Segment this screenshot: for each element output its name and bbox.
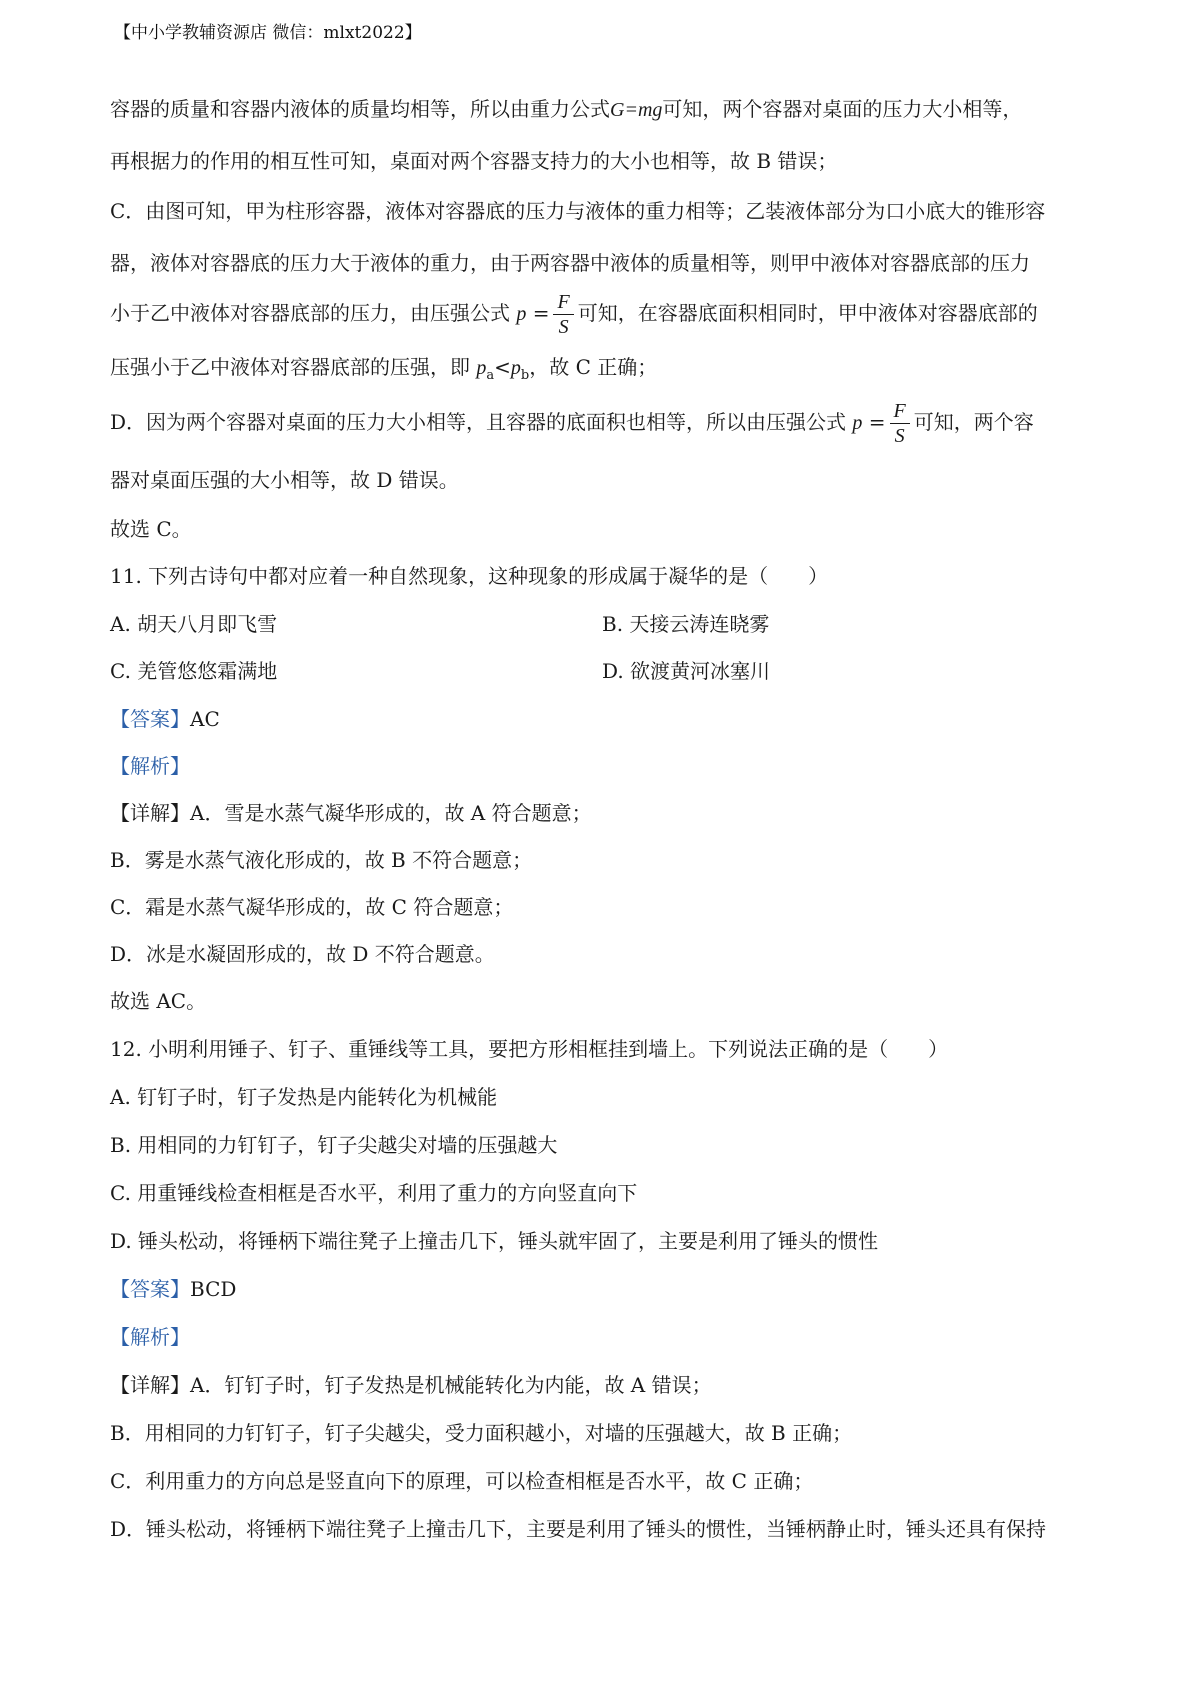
q10-c-line-4 <box>110 352 1100 391</box>
pb-subscript: b <box>520 368 530 383</box>
text: A．雪是水蒸气凝华形成的，故 A 符合题意； <box>190 801 592 825</box>
pressure-fraction <box>553 290 573 339</box>
text: 可知，两个容 <box>913 410 1034 434</box>
fraction-numerator: F <box>890 399 910 424</box>
text: 压强小于乙中液体对容器底部的压强，即 <box>110 355 470 379</box>
pressure-symbol: p <box>852 412 863 434</box>
text: 容器的质量和容器内液体的质量均相等，所以由重力公式 <box>110 97 610 121</box>
text: 小于乙中液体对容器底部的压力，由压强公式 <box>110 301 510 325</box>
answer-value: AC <box>190 707 220 731</box>
q12-option-d: D. 锤头松动，将锤柄下端往凳子上撞击几下，锤头就牢固了，主要是利用了锤头的惯性 <box>110 1229 879 1253</box>
q12-answer <box>110 1274 1100 1304</box>
q11-choice: 故选 AC。 <box>110 989 207 1013</box>
q10-line-1 <box>110 94 1100 125</box>
q12-detail-2: B．用相同的力钉钉子，钉子尖越尖，受力面积越小，对墙的压强越大，故 B 正确； <box>110 1421 853 1445</box>
q10-c-line-2: 器，液体对容器底的压力大于液体的重力，由于两容器中液体的质量相等，则甲中液体对容器底部的压力 <box>110 251 1030 275</box>
q12-option-a: A. 钉钉子时，钉子发热是内能转化为机械能 <box>110 1085 498 1109</box>
q12-detail-3: C．利用重力的方向总是竖直向下的原理，可以检查相框是否水平，故 C 正确； <box>110 1469 814 1493</box>
q10-d-line-1 <box>110 398 1100 448</box>
pa-subscript: a <box>486 368 495 383</box>
fraction-denominator: S <box>894 425 905 447</box>
detail-label: 【详解】 <box>110 801 190 825</box>
header-tag: 【中小学教辅资源店 微信：mlxt2022】 <box>114 23 422 43</box>
q12-detail-4: D．锤头松动，将锤柄下端往凳子上撞击几下，主要是利用了锤头的惯性，当锤柄静止时，锤头还具有保持 <box>110 1517 1047 1541</box>
pressure-fraction <box>890 399 910 448</box>
fraction-numerator: F <box>553 290 573 315</box>
equals-sign: = <box>868 410 886 434</box>
q10-choice: 故选 C。 <box>110 517 192 541</box>
q11-detail-2: B．雾是水蒸气液化形成的，故 B 不符合题意； <box>110 848 533 872</box>
answer-label: 【答案】 <box>110 1277 190 1301</box>
answer-value: BCD <box>190 1277 237 1301</box>
q11-option-c: C. 羌管悠悠霜满地 <box>110 659 278 683</box>
text: 可知，两个容器对桌面的压力大小相等， <box>662 97 1023 121</box>
q11-detail-4: D．冰是水凝固形成的，故 D 不符合题意。 <box>110 942 495 966</box>
q11-answer <box>110 704 1100 734</box>
text: A．钉钉子时，钉子发热是机械能转化为内能，故 A 错误； <box>190 1373 712 1397</box>
q12-option-b: B. 用相同的力钉钉子，钉子尖越尖对墙的压强越大 <box>110 1133 558 1157</box>
q10-c-line-1: C．由图可知，甲为柱形容器，液体对容器底的压力与液体的重力相等；乙装液体部分为口小底大的锥形容 <box>110 199 1046 223</box>
q11-detail-3: C．霜是水蒸气凝华形成的，故 C 符合题意； <box>110 895 514 919</box>
text: 可知，在容器底面积相同时，甲中液体对容器底部的 <box>577 301 1038 325</box>
q11-detail-1 <box>110 798 1100 828</box>
q11-stem: 11. 下列古诗句中都对应着一种自然现象，这种现象的形成属于凝华的是（ ） <box>110 564 829 588</box>
q11-analysis-label: 【解析】 <box>110 754 190 778</box>
fraction-denominator: S <box>558 316 569 338</box>
q11-option-d: D. 欲渡黄河冰塞川 <box>602 659 771 683</box>
less-than-sign: < <box>494 355 511 379</box>
gravity-formula: G=mg <box>610 99 663 121</box>
text: D．因为两个容器对桌面的压力大小相等，且容器的底面积也相等，所以由压强公式 <box>110 410 847 434</box>
q11-option-b: B. 天接云涛连晓雾 <box>602 612 770 636</box>
detail-label: 【详解】 <box>110 1373 190 1397</box>
q12-stem: 12. 小明利用锤子、钉子、重锤线等工具，要把方形相框挂到墙上。下列说法正确的是（ ） <box>110 1037 949 1061</box>
q12-analysis-label: 【解析】 <box>110 1325 190 1349</box>
q10-d-line-2: 器对桌面压强的大小相等，故 D 错误。 <box>110 468 459 492</box>
q10-c-line-3 <box>110 289 1100 339</box>
q12-option-c: C. 用重锤线检查相框是否水平，利用了重力的方向竖直向下 <box>110 1181 638 1205</box>
pa-symbol: p <box>476 357 487 379</box>
pb-symbol: p <box>510 357 521 379</box>
q11-option-a: A. 胡天八月即飞雪 <box>110 612 278 636</box>
answer-label: 【答案】 <box>110 707 190 731</box>
pressure-symbol: p <box>516 303 527 325</box>
q10-line-2: 再根据力的作用的相互性可知，桌面对两个容器支持力的大小也相等，故 B 错误； <box>110 149 838 173</box>
q12-detail-1 <box>110 1370 1100 1400</box>
text: ，故 C 正确； <box>529 355 658 379</box>
equals-sign: = <box>532 301 550 325</box>
